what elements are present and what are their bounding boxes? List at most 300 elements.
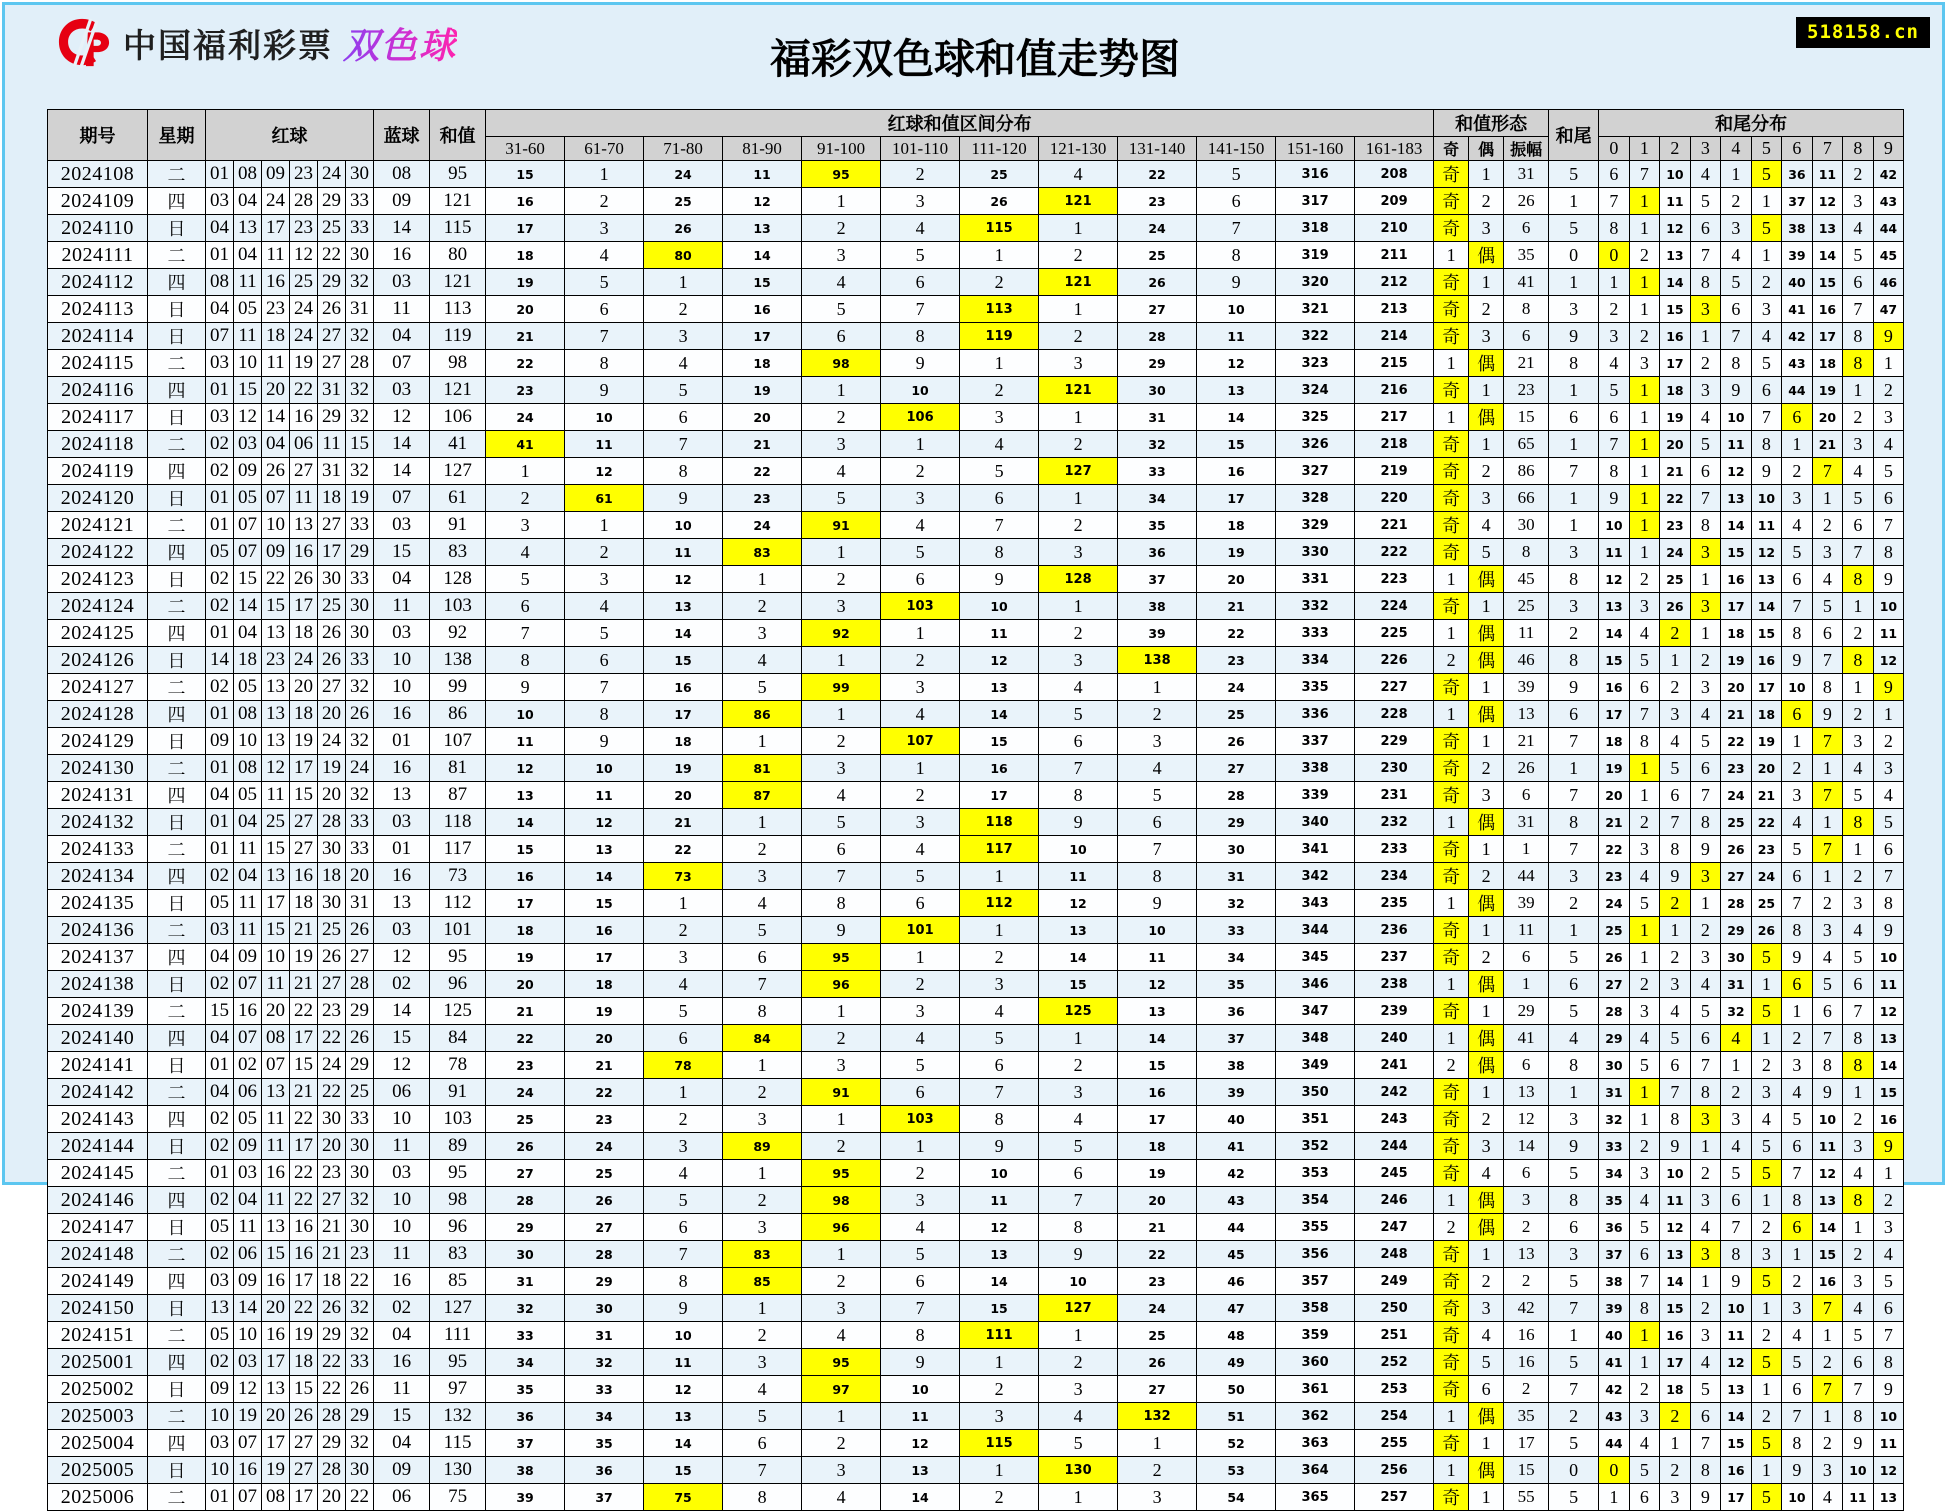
interval-cell: 23	[1118, 188, 1197, 215]
interval-cell: 341	[1276, 836, 1355, 863]
interval-cell: 4	[723, 890, 802, 917]
issue-cell: 2025003	[48, 1403, 148, 1430]
red-ball-cell: 06	[234, 1241, 262, 1268]
red-ball-cell: 15	[262, 1241, 290, 1268]
red-ball-cell: 17	[262, 890, 290, 917]
interval-cell: 11	[565, 431, 644, 458]
tail-dist-cell: 22	[1599, 836, 1630, 863]
interval-cell: 28	[565, 1241, 644, 1268]
tail-dist-cell: 1	[1629, 215, 1660, 242]
header-sum: 和值	[430, 110, 486, 161]
red-ball-cell: 25	[262, 809, 290, 836]
interval-cell: 13	[960, 674, 1039, 701]
sum-cell: 99	[430, 674, 486, 701]
odd-cell: 奇	[1434, 458, 1469, 485]
tail-dist-cell: 4	[1690, 404, 1721, 431]
red-ball-cell: 07	[234, 1484, 262, 1511]
tail-dist-cell: 16	[1660, 323, 1691, 350]
blue-ball-cell: 10	[374, 1214, 430, 1241]
header-tail-1: 1	[1629, 137, 1660, 161]
interval-cell: 1	[802, 647, 881, 674]
interval-cell: 19	[486, 944, 565, 971]
interval-cell: 353	[1276, 1160, 1355, 1187]
interval-cell: 14	[723, 242, 802, 269]
tail-dist-cell: 20	[1721, 674, 1752, 701]
interval-cell: 22	[1197, 620, 1276, 647]
tail-dist-cell: 17	[1660, 1349, 1691, 1376]
tail-dist-cell: 3	[1843, 728, 1874, 755]
red-ball-cell: 21	[290, 971, 318, 998]
interval-cell: 3	[802, 431, 881, 458]
interval-cell: 12	[565, 809, 644, 836]
tail-cell: 5	[1549, 1484, 1599, 1511]
issue-cell: 2024143	[48, 1106, 148, 1133]
interval-cell: 24	[486, 1079, 565, 1106]
tail-dist-cell: 22	[1721, 728, 1752, 755]
blue-ball-cell: 14	[374, 458, 430, 485]
interval-cell: 32	[486, 1295, 565, 1322]
red-ball-cell: 03	[234, 431, 262, 458]
interval-cell: 54	[1197, 1484, 1276, 1511]
tail-dist-cell: 3	[1873, 755, 1904, 782]
site-badge-link[interactable]: 518158.cn	[1796, 17, 1930, 48]
interval-cell: 128	[1039, 566, 1118, 593]
red-ball-cell: 09	[234, 1268, 262, 1295]
tail-dist-cell: 4	[1660, 998, 1691, 1025]
interval-cell: 22	[486, 350, 565, 377]
tail-dist-cell: 8	[1660, 836, 1691, 863]
odd-cell: 奇	[1434, 323, 1469, 350]
header-interval-161-183: 161-183	[1355, 137, 1434, 161]
interval-cell: 52	[1197, 1430, 1276, 1457]
interval-cell: 1	[802, 1241, 881, 1268]
interval-cell: 39	[486, 1484, 565, 1511]
interval-cell: 212	[1355, 269, 1434, 296]
red-ball-cell: 10	[234, 350, 262, 377]
interval-cell: 29	[1118, 350, 1197, 377]
tail-dist-cell: 2	[1751, 269, 1782, 296]
interval-cell: 89	[723, 1133, 802, 1160]
red-ball-cell: 03	[206, 1430, 234, 1457]
week-cell: 日	[148, 485, 206, 512]
amplitude-cell: 15	[1504, 404, 1549, 431]
tail-dist-cell: 7	[1690, 242, 1721, 269]
tail-dist-cell: 7	[1721, 1214, 1752, 1241]
interval-cell: 13	[486, 782, 565, 809]
tail-dist-cell: 23	[1660, 512, 1691, 539]
tail-dist-cell: 7	[1599, 431, 1630, 458]
even-cell: 3	[1469, 1295, 1504, 1322]
header-tail-group: 和尾分布	[1599, 110, 1904, 137]
table-row	[48, 404, 1904, 431]
tail-dist-cell: 6	[1690, 1403, 1721, 1430]
tail-dist-cell: 5	[1690, 188, 1721, 215]
tail-dist-cell: 12	[1660, 215, 1691, 242]
interval-cell: 227	[1355, 674, 1434, 701]
blue-ball-cell: 16	[374, 701, 430, 728]
blue-ball-cell: 11	[374, 593, 430, 620]
red-ball-cell: 19	[318, 755, 346, 782]
tail-dist-cell: 6	[1629, 1241, 1660, 1268]
tail-dist-cell: 2	[1873, 728, 1904, 755]
tail-dist-cell: 9	[1690, 1484, 1721, 1511]
red-ball-cell: 15	[234, 377, 262, 404]
interval-cell: 25	[565, 1160, 644, 1187]
interval-cell: 3	[881, 674, 960, 701]
tail-dist-cell: 1	[1873, 701, 1904, 728]
tail-dist-cell: 2	[1751, 1403, 1782, 1430]
sum-cell: 121	[430, 269, 486, 296]
tail-dist-cell: 6	[1721, 296, 1752, 323]
tail-dist-cell: 30	[1721, 944, 1752, 971]
interval-cell: 1	[723, 728, 802, 755]
tail-dist-cell: 4	[1843, 1160, 1874, 1187]
tail-dist-cell: 5	[1782, 539, 1813, 566]
red-ball-cell: 22	[290, 998, 318, 1025]
tail-dist-cell: 5	[1751, 1268, 1782, 1295]
tail-dist-cell: 5	[1843, 782, 1874, 809]
interval-cell: 10	[960, 1160, 1039, 1187]
issue-cell: 2024142	[48, 1079, 148, 1106]
tail-dist-cell: 2	[1843, 620, 1874, 647]
week-cell: 日	[148, 1376, 206, 1403]
red-ball-cell: 22	[290, 1295, 318, 1322]
tail-cell: 5	[1549, 1268, 1599, 1295]
tail-dist-cell: 6	[1782, 1214, 1813, 1241]
interval-cell: 352	[1276, 1133, 1355, 1160]
interval-cell: 1	[960, 1457, 1039, 1484]
interval-cell: 12	[1039, 890, 1118, 917]
odd-cell: 2	[1434, 1214, 1469, 1241]
interval-cell: 8	[1039, 1214, 1118, 1241]
interval-cell: 4	[1118, 755, 1197, 782]
odd-cell: 奇	[1434, 1106, 1469, 1133]
interval-cell: 5	[802, 809, 881, 836]
interval-cell: 7	[644, 1241, 723, 1268]
tail-dist-cell: 1	[1843, 593, 1874, 620]
tail-dist-cell: 5	[1751, 1430, 1782, 1457]
interval-cell: 95	[802, 944, 881, 971]
red-ball-cell: 29	[318, 1322, 346, 1349]
even-cell: 4	[1469, 1160, 1504, 1187]
interval-cell: 3	[644, 1133, 723, 1160]
week-cell: 四	[148, 539, 206, 566]
header-interval-141-150: 141-150	[1197, 137, 1276, 161]
interval-cell: 6	[802, 323, 881, 350]
issue-cell: 2024135	[48, 890, 148, 917]
blue-ball-cell: 11	[374, 1133, 430, 1160]
issue-cell: 2024120	[48, 485, 148, 512]
blue-ball-cell: 02	[374, 971, 430, 998]
tail-dist-cell: 8	[1690, 512, 1721, 539]
tail-cell: 7	[1549, 836, 1599, 863]
interval-cell: 10	[644, 1322, 723, 1349]
tail-dist-cell: 3	[1812, 917, 1843, 944]
interval-cell: 96	[802, 1214, 881, 1241]
blue-ball-cell: 10	[374, 647, 430, 674]
tail-dist-cell: 19	[1812, 377, 1843, 404]
red-ball-cell: 08	[206, 269, 234, 296]
interval-cell: 1	[802, 539, 881, 566]
site-logo	[55, 16, 457, 70]
tail-dist-cell: 3	[1843, 431, 1874, 458]
red-ball-cell: 16	[290, 863, 318, 890]
week-cell: 二	[148, 998, 206, 1025]
interval-cell: 24	[486, 404, 565, 431]
interval-cell: 6	[881, 1268, 960, 1295]
interval-cell: 37	[565, 1484, 644, 1511]
interval-cell: 39	[1197, 1079, 1276, 1106]
even-cell: 偶	[1469, 701, 1504, 728]
tail-dist-cell: 6	[1843, 512, 1874, 539]
tail-dist-cell: 15	[1599, 647, 1630, 674]
interval-cell: 19	[1197, 539, 1276, 566]
interval-cell: 228	[1355, 701, 1434, 728]
interval-cell: 1	[1039, 1322, 1118, 1349]
header-tail-8: 8	[1843, 137, 1874, 161]
red-ball-cell: 23	[318, 1160, 346, 1187]
interval-cell: 14	[1197, 404, 1276, 431]
interval-cell: 3	[723, 1106, 802, 1133]
tail-dist-cell: 0	[1599, 1457, 1630, 1484]
tail-dist-cell: 2	[1751, 1322, 1782, 1349]
tail-cell: 6	[1549, 971, 1599, 998]
issue-cell: 2024116	[48, 377, 148, 404]
header-tail-4: 4	[1721, 137, 1752, 161]
table-row	[48, 755, 1904, 782]
tail-dist-cell: 3	[1629, 836, 1660, 863]
tail-dist-cell: 4	[1629, 1025, 1660, 1052]
blue-ball-cell: 03	[374, 917, 430, 944]
table-row	[48, 1268, 1904, 1295]
interval-cell: 1	[802, 188, 881, 215]
amplitude-cell: 16	[1504, 1349, 1549, 1376]
odd-cell: 奇	[1434, 431, 1469, 458]
amplitude-cell: 26	[1504, 188, 1549, 215]
tail-cell: 1	[1549, 188, 1599, 215]
red-ball-cell: 03	[234, 1160, 262, 1187]
even-cell: 6	[1469, 1376, 1504, 1403]
interval-cell: 5	[644, 1187, 723, 1214]
red-ball-cell: 13	[290, 512, 318, 539]
interval-cell: 9	[565, 377, 644, 404]
interval-cell: 14	[486, 809, 565, 836]
tail-dist-cell: 24	[1660, 539, 1691, 566]
interval-cell: 6	[881, 890, 960, 917]
even-cell: 3	[1469, 485, 1504, 512]
issue-cell: 2024147	[48, 1214, 148, 1241]
tail-dist-cell: 37	[1782, 188, 1813, 215]
interval-cell: 17	[723, 323, 802, 350]
issue-cell: 2024130	[48, 755, 148, 782]
interval-cell: 221	[1355, 512, 1434, 539]
interval-cell: 4	[881, 1214, 960, 1241]
interval-cell: 22	[1118, 161, 1197, 188]
tail-dist-cell: 1	[1812, 863, 1843, 890]
interval-cell: 3	[881, 188, 960, 215]
tail-dist-cell: 19	[1721, 647, 1752, 674]
interval-cell: 1	[960, 1349, 1039, 1376]
blue-ball-cell: 08	[374, 161, 430, 188]
interval-cell: 3	[960, 1403, 1039, 1430]
table-row	[48, 1241, 1904, 1268]
tail-dist-cell: 7	[1629, 1268, 1660, 1295]
red-ball-cell: 27	[318, 971, 346, 998]
tail-dist-cell: 1	[1629, 1349, 1660, 1376]
tail-dist-cell: 4	[1751, 1106, 1782, 1133]
red-ball-cell: 04	[262, 431, 290, 458]
red-ball-cell: 22	[290, 1160, 318, 1187]
tail-dist-cell: 9	[1843, 1430, 1874, 1457]
interval-cell: 2	[881, 971, 960, 998]
tail-dist-cell: 9	[1873, 1133, 1904, 1160]
interval-cell: 357	[1276, 1268, 1355, 1295]
tail-dist-cell: 4	[1843, 1295, 1874, 1322]
tail-dist-cell: 14	[1599, 620, 1630, 647]
tail-cell: 1	[1549, 1322, 1599, 1349]
interval-cell: 27	[565, 1214, 644, 1241]
interval-cell: 2	[802, 728, 881, 755]
red-ball-cell: 16	[262, 1322, 290, 1349]
interval-cell: 32	[1197, 890, 1276, 917]
tail-dist-cell: 9	[1873, 566, 1904, 593]
interval-cell: 9	[881, 350, 960, 377]
tail-dist-cell: 10	[1751, 485, 1782, 512]
interval-cell: 208	[1355, 161, 1434, 188]
tail-dist-cell: 1	[1812, 1403, 1843, 1430]
red-ball-cell: 30	[318, 566, 346, 593]
interval-cell: 6	[565, 647, 644, 674]
tail-dist-cell: 6	[1721, 1187, 1752, 1214]
tail-dist-cell: 21	[1721, 701, 1752, 728]
interval-cell: 53	[1197, 1457, 1276, 1484]
tail-dist-cell: 5	[1843, 1322, 1874, 1349]
tail-dist-cell: 17	[1660, 350, 1691, 377]
tail-dist-cell: 15	[1721, 539, 1752, 566]
odd-cell: 1	[1434, 809, 1469, 836]
tail-cell: 7	[1549, 458, 1599, 485]
tail-dist-cell: 3	[1629, 350, 1660, 377]
red-ball-cell: 21	[290, 1079, 318, 1106]
interval-cell: 75	[644, 1484, 723, 1511]
interval-cell: 30	[486, 1241, 565, 1268]
tail-dist-cell: 8	[1690, 1457, 1721, 1484]
tail-dist-cell: 4	[1690, 701, 1721, 728]
tail-dist-cell: 1	[1690, 323, 1721, 350]
red-ball-cell: 24	[318, 161, 346, 188]
interval-cell: 2	[960, 944, 1039, 971]
week-cell: 日	[148, 890, 206, 917]
interval-cell: 6	[881, 269, 960, 296]
red-ball-cell: 31	[318, 458, 346, 485]
interval-cell: 5	[881, 1052, 960, 1079]
interval-cell: 328	[1276, 485, 1355, 512]
tail-dist-cell: 8	[1843, 809, 1874, 836]
interval-cell: 250	[1355, 1295, 1434, 1322]
tail-dist-cell: 29	[1721, 917, 1752, 944]
sum-cell: 119	[430, 323, 486, 350]
interval-cell: 7	[960, 512, 1039, 539]
interval-cell: 4	[881, 701, 960, 728]
red-ball-cell: 01	[206, 377, 234, 404]
interval-cell: 217	[1355, 404, 1434, 431]
tail-dist-cell: 41	[1599, 1349, 1630, 1376]
interval-cell: 2	[723, 1322, 802, 1349]
red-ball-cell: 04	[206, 1025, 234, 1052]
red-ball-cell: 27	[318, 323, 346, 350]
interval-cell: 34	[486, 1349, 565, 1376]
interval-cell: 14	[565, 863, 644, 890]
sum-cell: 73	[430, 863, 486, 890]
sum-cell: 101	[430, 917, 486, 944]
odd-cell: 1	[1434, 890, 1469, 917]
tail-dist-cell: 32	[1599, 1106, 1630, 1133]
interval-cell: 29	[1197, 809, 1276, 836]
tail-dist-cell: 24	[1751, 863, 1782, 890]
interval-cell: 24	[1197, 674, 1276, 701]
tail-dist-cell: 16	[1721, 1457, 1752, 1484]
red-ball-cell: 09	[234, 458, 262, 485]
blue-ball-cell: 14	[374, 215, 430, 242]
header-tail: 和尾	[1549, 110, 1599, 161]
red-ball-cell: 02	[206, 593, 234, 620]
tail-dist-cell: 25	[1660, 566, 1691, 593]
interval-cell: 18	[565, 971, 644, 998]
sum-cell: 92	[430, 620, 486, 647]
blue-ball-cell: 01	[374, 836, 430, 863]
interval-cell: 2	[644, 1106, 723, 1133]
red-ball-cell: 32	[346, 377, 374, 404]
interval-cell: 5	[802, 485, 881, 512]
red-ball-cell: 07	[234, 1430, 262, 1457]
tail-dist-cell: 8	[1873, 890, 1904, 917]
red-ball-cell: 08	[234, 701, 262, 728]
issue-cell: 2024114	[48, 323, 148, 350]
amplitude-cell: 21	[1504, 350, 1549, 377]
interval-cell: 10	[486, 701, 565, 728]
interval-cell: 47	[1197, 1295, 1276, 1322]
interval-cell: 3	[1039, 647, 1118, 674]
table-row	[48, 1322, 1904, 1349]
red-ball-cell: 24	[318, 728, 346, 755]
interval-cell: 336	[1276, 701, 1355, 728]
interval-cell: 6	[960, 1052, 1039, 1079]
table-row	[48, 1025, 1904, 1052]
tail-dist-cell: 42	[1782, 323, 1813, 350]
interval-cell: 25	[1197, 701, 1276, 728]
tail-dist-cell: 10	[1873, 593, 1904, 620]
tail-dist-cell: 5	[1629, 647, 1660, 674]
week-cell: 二	[148, 161, 206, 188]
interval-cell: 11	[960, 620, 1039, 647]
amplitude-cell: 66	[1504, 485, 1549, 512]
tail-cell: 6	[1549, 404, 1599, 431]
interval-cell: 20	[565, 1025, 644, 1052]
week-cell: 四	[148, 1430, 206, 1457]
tail-dist-cell: 8	[1629, 1295, 1660, 1322]
interval-cell: 4	[1039, 674, 1118, 701]
issue-cell: 2024126	[48, 647, 148, 674]
tail-dist-cell: 26	[1660, 593, 1691, 620]
tail-dist-cell: 3	[1660, 1484, 1691, 1511]
red-ball-cell: 07	[262, 1052, 290, 1079]
issue-cell: 2024110	[48, 215, 148, 242]
interval-cell: 12	[723, 188, 802, 215]
red-ball-cell: 02	[206, 1349, 234, 1376]
interval-cell: 26	[960, 188, 1039, 215]
odd-cell: 奇	[1434, 674, 1469, 701]
sum-cell: 112	[430, 890, 486, 917]
